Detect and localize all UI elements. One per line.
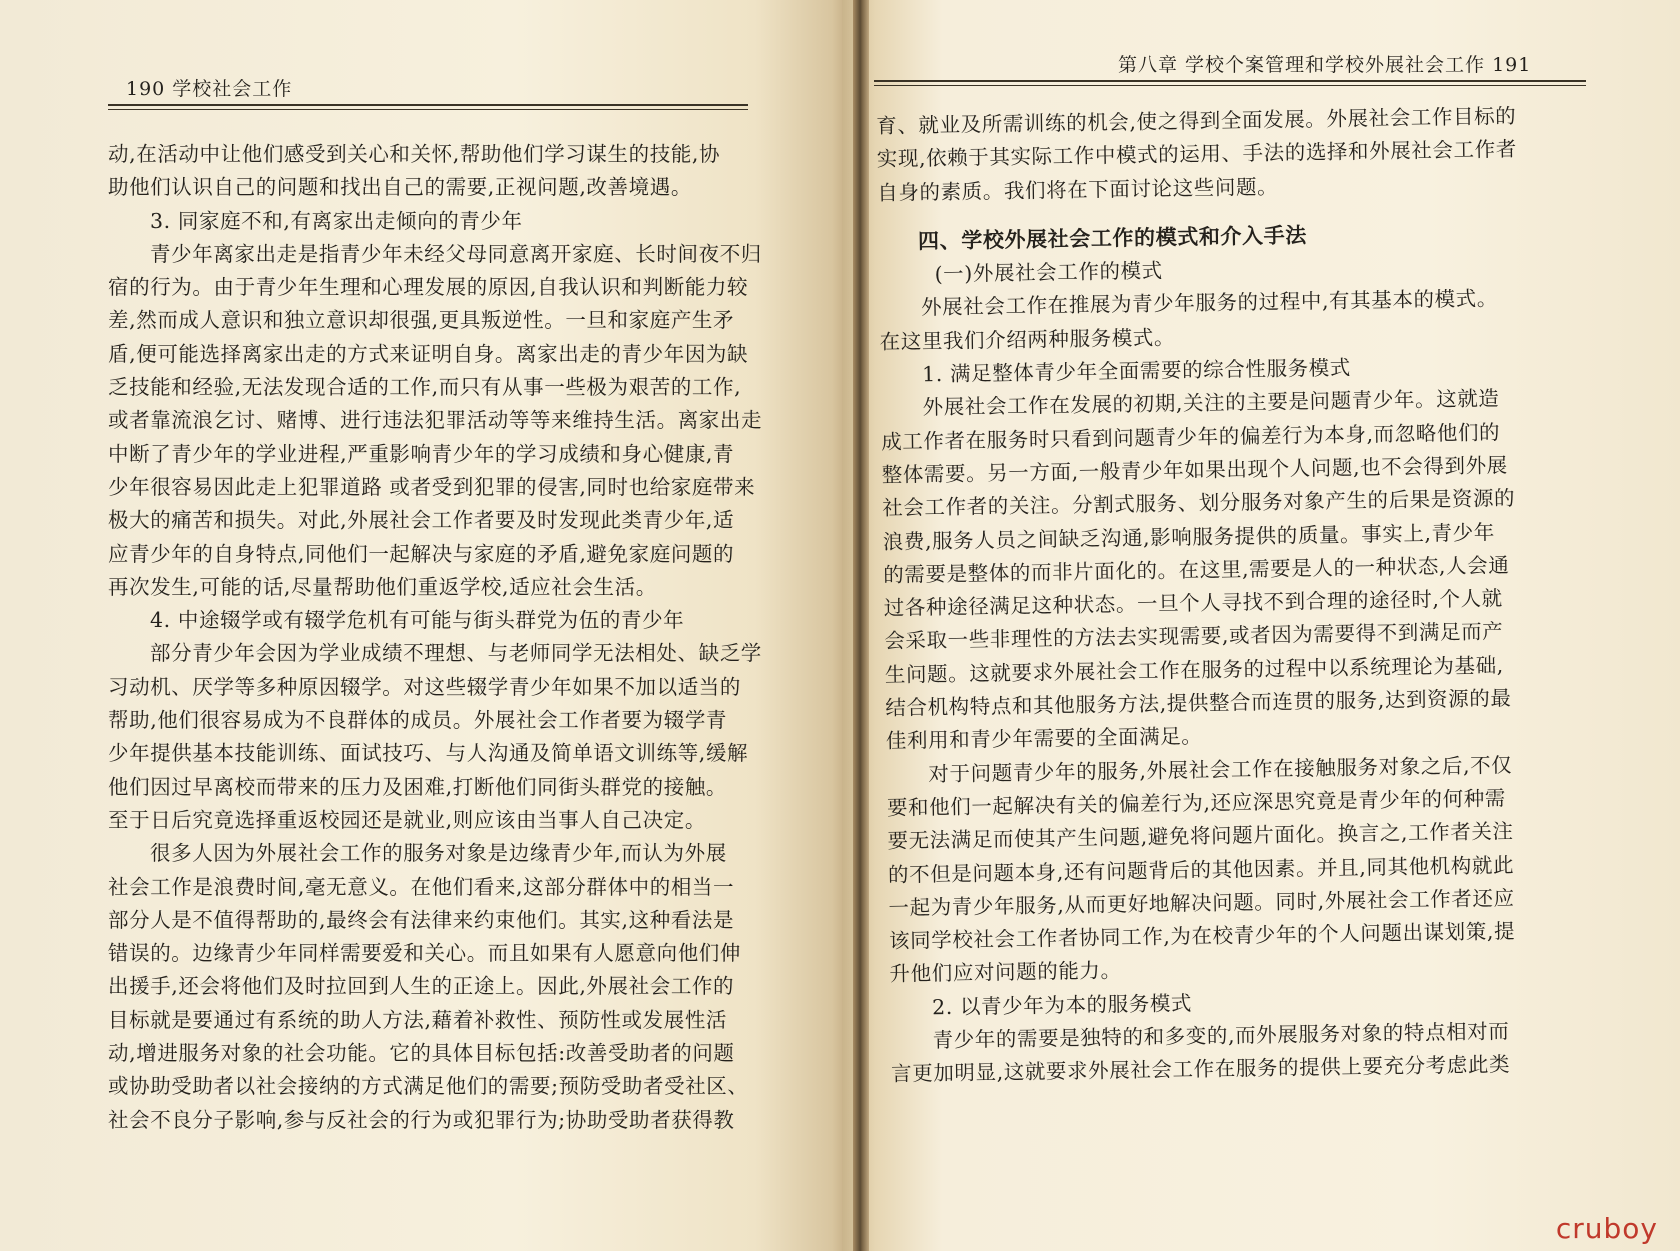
text-line: 佳利用和青少年需要的全面满足。 (885, 724, 1203, 754)
text-line: 在这里我们介绍两种服务模式。 (879, 325, 1176, 354)
text-line: 育、就业及所需训练的机会,使之得到全面发展。外展社会工作目标的 (876, 103, 1517, 138)
text-line: 部分人是不值得帮助的,最终会有法律来约束他们。其实,这种看法是 (108, 907, 735, 932)
text-line: 至于日后究竟选择重返校园还是就业,则应该由当事人自己决定。 (108, 807, 706, 832)
text-line: 或协助受助者以社会接纳的方式满足他们的需要;预防受助者受社区、 (108, 1074, 749, 1099)
text-line: 帮助,他们很容易成为不良群体的成员。外展社会工作者要为辍学青 (108, 708, 728, 733)
list-heading: 3. 同家庭不和,有离家出走倾向的青少年 (150, 208, 523, 233)
text-line: 会采取一些非理性的方法去实现需要,或者因为需要得不到满足而产 (884, 619, 1504, 654)
text-line: 盾,便可能选择离家出走的方式来证明自身。离家出走的青少年因为缺 (108, 341, 749, 366)
text-line: 社会工作是浪费时间,毫无意义。在他们看来,这部分群体中的相当一 (108, 874, 735, 899)
text-line: 再次发生,可能的话,尽量帮助他们重返学校,适应社会生活。 (108, 574, 657, 599)
text-line: 社会不良分子影响,参与反社会的行为或犯罪行为;协助受助者获得教 (108, 1107, 735, 1132)
right-page (842, 0, 1680, 1251)
text-line: 要无法满足而使其产生问题,避免将问题片面化。换言之,工作者关注 (887, 819, 1514, 854)
list-heading: 2. 以青少年为本的服务模式 (931, 990, 1193, 1019)
text-line: 极大的痛苦和损失。对此,外展社会工作者要及时发现此类青少年,适 (108, 508, 735, 533)
left-page-header: 190 学校社会工作 (126, 78, 293, 100)
text-line: 自身的素质。我们将在下面讨论这些问题。 (877, 174, 1279, 205)
text-line: 外展社会工作在推展为青少年服务的过程中,有其基本的模式。 (920, 286, 1499, 320)
text-line: 的需要是整体的而非片面化的。在这里,需要是人的一种状态,人会通 (883, 552, 1510, 587)
text-line: 青少年的需要是独特的和多变的,而外展服务对象的特点相对而 (932, 1019, 1510, 1053)
text-line: 部分青少年会因为学业成绩不理想、与老师同学无法相处、缺乏学 (150, 641, 762, 666)
text-line: 错误的。边缘青少年同样需要爱和关心。而且如果有人愿意向他们伸 (108, 941, 741, 966)
book-spine (853, 0, 869, 1251)
text-line: 乏技能和经验,无法发现合适的工作,而只有从事一些极为艰苦的工作, (108, 375, 742, 400)
text-line: 或者靠流浪乞讨、赌博、进行违法犯罪活动等等来维持生活。离家出走 (108, 408, 763, 433)
section-heading: 四、学校外展社会工作的模式和介入手法 (917, 223, 1308, 254)
text-line: 要和他们一起解决有关的偏差行为,还应深思究竟是青少年的何种需 (886, 786, 1507, 820)
text-line: 过各种途径满足这种状态。一旦个人寻找不到合理的途径时,个人就 (883, 586, 1503, 621)
text-line: 对于问题青少年的服务,外展社会工作在接触服务对象之后,不仅 (928, 752, 1513, 786)
text-line: 出援手,还会将他们及时拉回到人生的正途上。因此,外展社会工作的 (108, 974, 735, 999)
text-line: 成工作者在服务时只看到问题青少年的偏差行为本身,而忽略他们的 (881, 419, 1501, 454)
text-line: 助他们认识自己的问题和找出自己的需要,正视问题,改善境遇。 (108, 175, 692, 200)
text-line: 青少年离家出走是指青少年未经父母同意离开家庭、长时间夜不归 (150, 241, 762, 266)
list-heading: 4. 中途辍学或有辍学危机有可能与街头群党为伍的青少年 (150, 608, 685, 633)
subsection-heading: (一)外展社会工作的模式 (934, 258, 1163, 287)
text-line: 宿的行为。由于青少年生理和心理发展的原因,自我认识和判断能力较 (108, 275, 749, 300)
right-header-rule (874, 80, 1586, 82)
text-line: 升他们应对问题的能力。 (889, 958, 1122, 987)
text-line: 社会工作者的关注。分割式服务、划分服务对象产生的后果是资源的 (882, 486, 1516, 521)
text-line: 生问题。这就要求外展社会工作在服务的过程中以系统理论为基础, (884, 652, 1504, 687)
text-line: 动,在活动中让他们感受到关心和关怀,帮助他们学习谋生的技能,协 (108, 142, 721, 166)
text-line: 动,增进服务对象的社会功能。它的具体目标包括:改善受助者的问题 (108, 1041, 735, 1066)
text-line: 言更加明显,这就要求外展社会工作在服务的提供上要充分考虑此类 (890, 1052, 1511, 1087)
text-line: 浪费,服务人员之间缺乏沟通,影响服务提供的质量。事实上,青少年 (882, 519, 1496, 554)
left-page-body (108, 138, 788, 1137)
text-line: 习动机、厌学等多种原因辍学。对这些辍学青少年如果不加以适当的 (108, 674, 741, 699)
text-line: 整体需要。另一方面,一般青少年如果出现个人问题,也不会得到外展 (881, 453, 1508, 487)
text-line: 的不但是问题本身,还有问题背后的其他因素。并且,同其他机构就此 (887, 852, 1515, 887)
watermark: cruboy (1555, 1212, 1658, 1245)
right-header-rule-thin (874, 85, 1586, 86)
text-line: 中断了青少年的学业进程,严重影响青少年的学习成绩和身心健康,青 (108, 441, 735, 466)
text-line: 很多人因为外展社会工作的服务对象是边缘青少年,而认为外展 (150, 841, 727, 866)
text-line: 结合机构特点和其他服务方法,提供整合而连贯的服务,达到资源的最 (885, 686, 1512, 720)
text-line: 少年提供基本技能训练、面试技巧、与人沟通及简单语文训练等,缓解 (108, 741, 749, 766)
text-line: 一起为青少年服务,从而更好地解决问题。同时,外展社会工作者还应 (888, 885, 1515, 920)
text-line: 目标就是要通过有系统的助人方法,藉着补救性、预防性或发展性活 (108, 1007, 728, 1032)
text-line: 实现,依赖于其实际工作中模式的运用、手法的选择和外展社会工作者 (876, 137, 1518, 172)
text-line: 外展社会工作在发展的初期,关注的主要是问题青少年。这就造 (922, 386, 1500, 420)
left-header-rule-thin (108, 109, 748, 110)
text-line: 少年很容易因此走上犯罪道路 或者受到犯罪的侵害,同时也给家庭带来 (108, 474, 756, 499)
text-line: 差,然而成人意识和独立意识却很强,更具叛逆性。一旦和家庭产生矛 (108, 308, 735, 333)
text-line: 该同学校社会工作者协同工作,为在校青少年的个人问题出谋划策,提 (888, 919, 1516, 954)
right-page-body (876, 98, 1631, 1091)
left-header-rule (108, 104, 748, 106)
list-heading: 1. 满足整体青少年全面需要的综合性服务模式 (921, 355, 1352, 387)
text-line: 应青少年的自身特点,同他们一起解决与家庭的矛盾,避免家庭问题的 (108, 541, 735, 566)
text-line: 他们因过早离校而带来的压力及困难,打断他们同街头群党的接触。 (108, 774, 728, 799)
right-page-header: 第八章 学校个案管理和学校外展社会工作 191 (1118, 54, 1532, 76)
